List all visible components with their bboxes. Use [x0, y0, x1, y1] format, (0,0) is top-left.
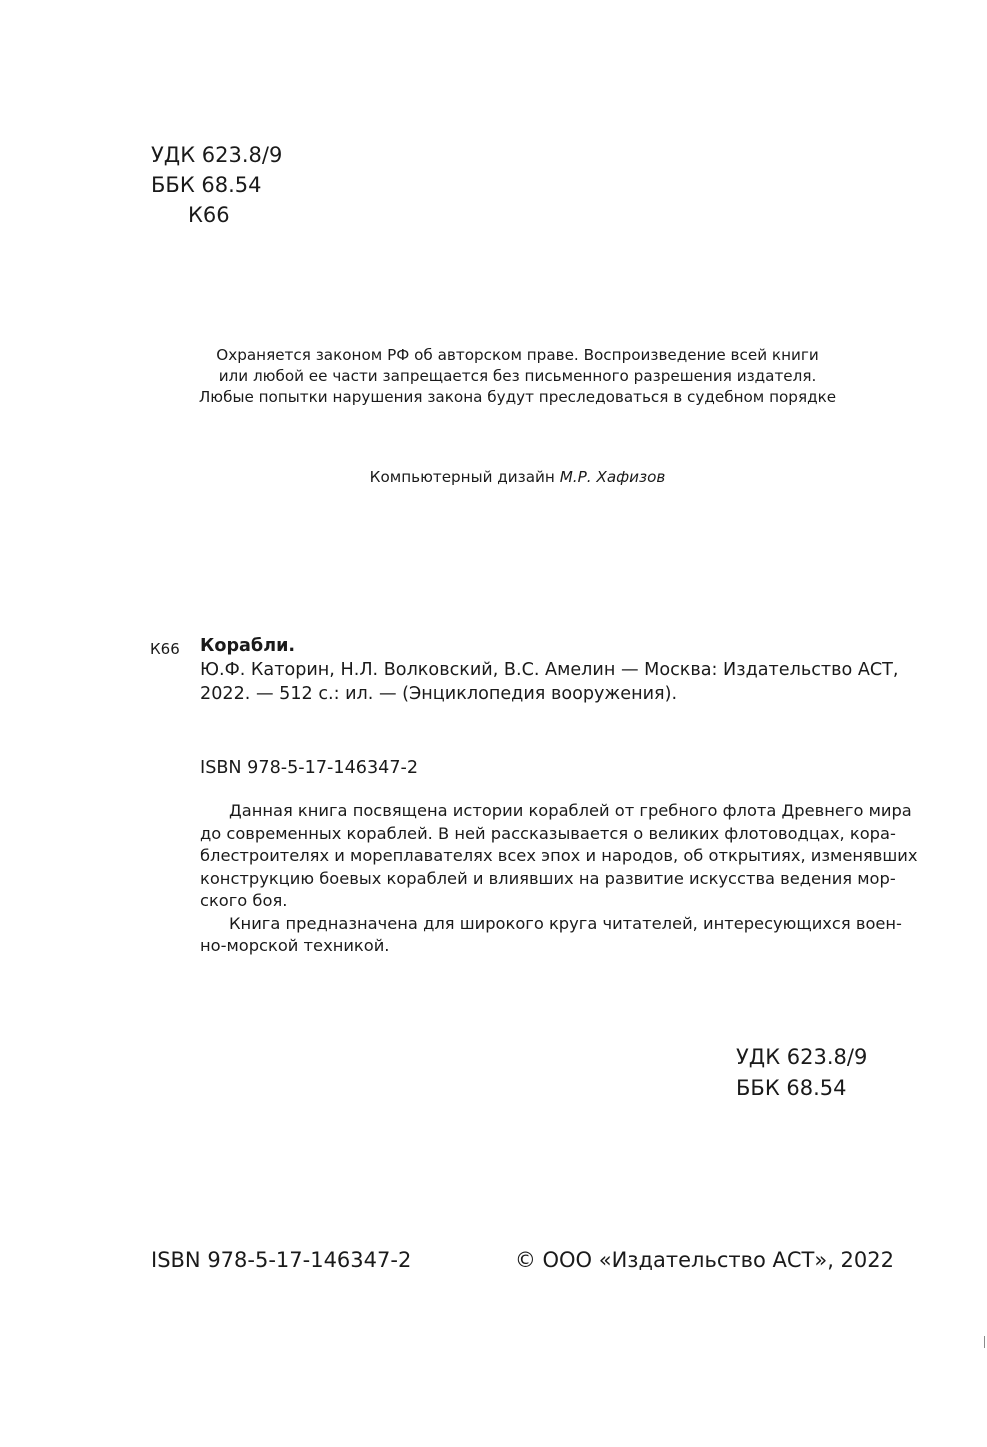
copyright-notice: [150, 345, 885, 408]
udk-code-top: УДК 623.8/9: [151, 143, 283, 167]
bbk-code-bottom: ББК 68.54: [736, 1076, 847, 1100]
annotation-line: до современных кораблей. В ней рассказывается о великих флотоводцах, кора-: [200, 823, 896, 843]
biblio-line: 2022. — 512 с.: ил. — (Энциклопедия вооружения).: [200, 684, 678, 704]
annotation-line: Данная книга посвящена истории кораблей от гребного флота Древнего мира: [229, 801, 912, 820]
notice-line: или любой ее части запрещается без письменного разрешения издателя.: [218, 367, 817, 385]
bbk-code-top: ББК 68.54: [151, 173, 262, 197]
annotation-line: блестроителях и мореплавателях всех эпох и народов, об открытиях, изменявших: [200, 846, 918, 865]
annotation-paragraph: [200, 913, 902, 958]
copyright-line: © ООО «Издательство АСТ», 2022: [514, 1248, 894, 1272]
isbn-biblio: ISBN 978-5-17-146347-2: [200, 758, 419, 778]
annotation-paragraph: [200, 800, 918, 913]
bibliographic-record: [200, 634, 899, 706]
annotation-line: конструкцию боевых кораблей и влиявших на развитие искусства ведения мор-: [200, 868, 896, 888]
designer-name: М.Р. Хафизов: [559, 468, 666, 486]
crop-mark: [984, 1336, 985, 1348]
design-label: Компьютерный дизайн: [369, 468, 555, 486]
notice-line: Охраняется законом РФ об авторском праве. Воспроизведение всей книги: [216, 346, 819, 364]
biblio-line: Ю.Ф. Каторин, Н.Л. Волковский, В.С. Амелин — Москва: Издательство АСТ,: [200, 660, 899, 680]
author-sign-biblio: К66: [150, 640, 180, 658]
annotation: [200, 800, 918, 958]
book-title: Корабли.: [200, 636, 296, 656]
annotation-line: Книга предназначена для широкого круга читателей, интересующихся воен-: [229, 913, 902, 933]
notice-line: Любые попытки нарушения закона будут преследоваться в судебном порядке: [198, 388, 837, 406]
author-sign-top: К66: [188, 203, 230, 227]
annotation-line: ского боя.: [200, 891, 288, 910]
udk-code-bottom: УДК 623.8/9: [736, 1045, 868, 1069]
isbn-footer: ISBN 978-5-17-146347-2: [151, 1248, 412, 1272]
annotation-line: но-морской техникой.: [200, 936, 390, 955]
design-credit: [150, 467, 885, 488]
